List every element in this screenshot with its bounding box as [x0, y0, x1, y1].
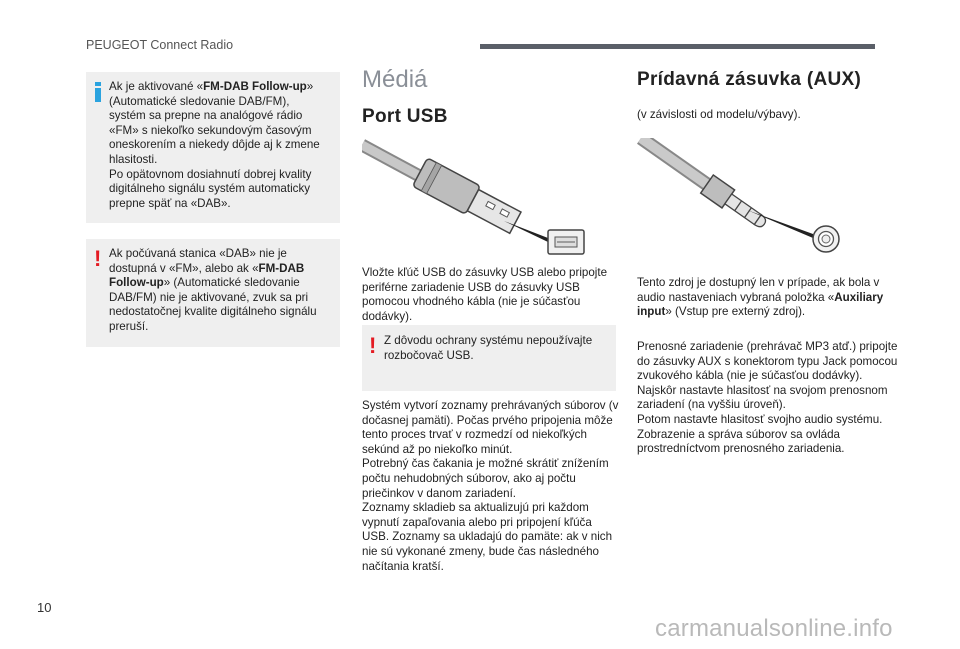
aux-paragraph-1: Tento zdroj je dostupný len v prípade, ak bola v audio nastaveniach vybraná položka «Auxiliary input» (Vstup pre externý zdroj). — [637, 276, 884, 319]
warning-icon: ! — [94, 246, 102, 271]
usb-paragraph-1: Vložte kľúč USB do zásuvky USB alebo pripojte periférne zariadenie USB do zásuvky USB pomocou vhodného kábla (nie je súčasťou dodávky). — [362, 266, 608, 323]
info-text: Ak je aktivované «FM-DAB Follow-up» (Automatické sledovanie DAB/FM), systém sa prepne na analógové rádio «FM» s niekoľko sekundovým časovým oneskorením a niekedy dôjde aj k zmene hlasitosti. Po opätovnom dosiahnutí dobrej kvality digitálneho signálu systém automaticky prepne späť na «DAB». — [109, 80, 320, 210]
section-title: Médiá — [362, 66, 428, 93]
page-number: 10 — [37, 600, 52, 615]
watermark: carmanualsonline.info — [655, 615, 893, 642]
warning-icon: ! — [369, 333, 377, 358]
aux-paragraph-2: Prenosné zariadenie (prehrávač MP3 atď.) pripojte do zásuvky AUX s konektorom typu Jack pomocou zvukového kábla (nie je súčasťou dodávky). Najskôr nastavte hlasitosť na svojom prenosnom zariadení (na vyššiu úroveň). Potom nastavte hlasitosť svojho audio systému. Zobrazenie a správa súborov sa ovláda prostredníctvom prenosného zariadenia. — [637, 340, 898, 456]
aux-heading: Prídavná zásuvka (AUX) — [637, 69, 862, 90]
usb-plug-illustration — [362, 138, 592, 256]
usb-warning-text: Z dôvodu ochrany systému nepoužívajte rozbočovač USB. — [384, 334, 593, 362]
usb-heading: Port USB — [362, 106, 448, 127]
warning-text: Ak počúvaná stanica «DAB» nie je dostupná v «FM», alebo ak «FM-DAB Follow-up» (Automatické sledovanie DAB/FM) nie je aktivované, zvuk sa pri nedostatočnej kvalite digitálneho signálu preruší. — [109, 247, 317, 333]
info-box — [86, 72, 340, 223]
aux-note: (v závislosti od modelu/výbavy). — [637, 108, 801, 121]
jack-plug-illustration — [637, 138, 845, 256]
usb-paragraph-2: Systém vytvorí zoznamy prehrávaných súborov (v dočasnej pamäti). Počas prvého pripojenia môže tento proces trvať v rozmedzí od niekoľkých sekúnd až po niekoľko minút. Potrebný čas čakania je možné skrátiť znížením počtu nehudobných súborov, ako aj počtu priečinkov v danom zariadení. Zoznamy skladieb sa aktualizujú pri každom vypnutí zapaľovania alebo pri pripojení kľúča USB. Zoznamy sa ukladajú do pamäte: ak v nich nie sú vykonané zmeny, bude čas následného načítania kratší. — [362, 399, 619, 573]
header-bar — [480, 44, 875, 49]
warning-box-left — [86, 239, 340, 347]
warning-box-usb — [362, 325, 616, 391]
header-title: PEUGEOT Connect Radio — [86, 38, 234, 52]
